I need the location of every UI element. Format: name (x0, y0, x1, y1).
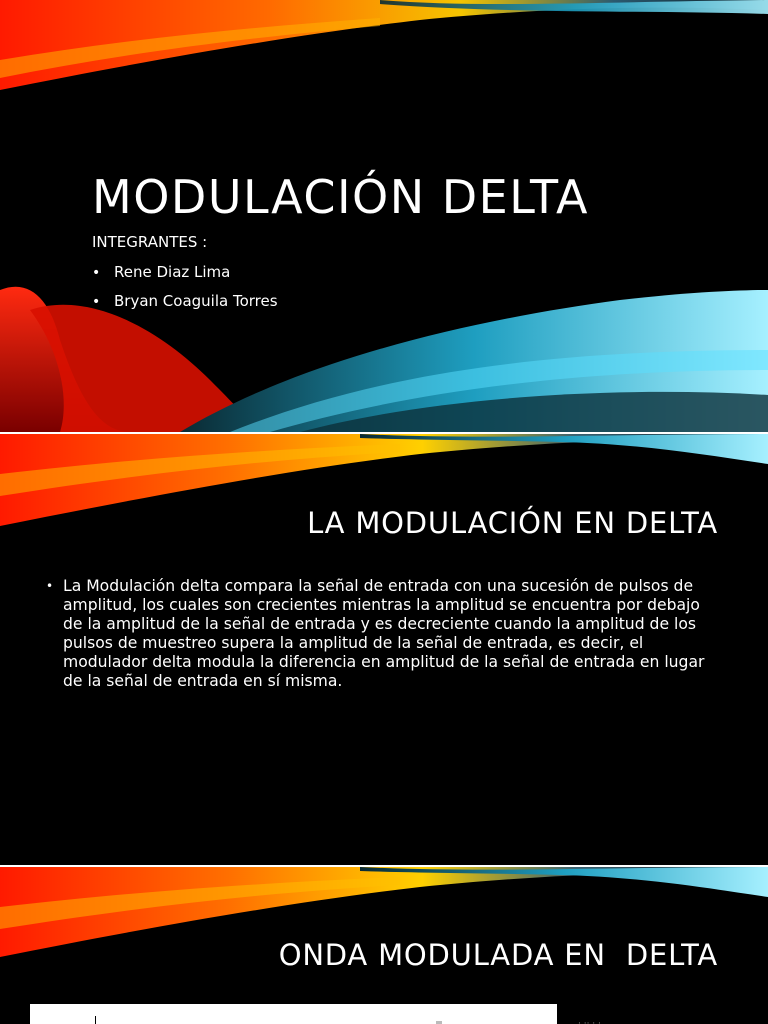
list-item (46, 577, 716, 691)
figure-caption: · ·· · · (578, 1019, 601, 1024)
bullet-icon: • (92, 294, 101, 310)
member-name: Rene Diaz Lima (114, 263, 231, 281)
slide-title: ONDA MODULADA EN DELTA (278, 938, 718, 972)
content-slide (0, 434, 768, 865)
slide-title: MODULACIÓN DELTA (92, 170, 590, 224)
members-list (92, 258, 278, 316)
body-text: La Modulación delta compara la señal de entrada con una sucesión de pulsos de amplitud, los cuales son crecientes mientras la amplitud se encuentra por debajo de la amplitud de la señal de entrada y es decreciente cuando la amplitud de los pulsos de muestreo supera la amplitud de la señal de entrada, es decir, el modulador delta modula la diferencia en amplitud de la señal de entrada en lugar de la señal de entrada en sí misma. (63, 577, 705, 690)
waveform-figure (30, 1004, 557, 1024)
bullet-icon: • (46, 579, 54, 593)
member-name: Bryan Coaguila Torres (114, 292, 278, 310)
members-heading: INTEGRANTES : (92, 233, 208, 251)
slide-title: LA MODULACIÓN EN DELTA (307, 506, 718, 540)
list-item (92, 258, 278, 287)
list-item (92, 287, 278, 316)
bullet-icon: • (92, 265, 101, 281)
axis-line (95, 1016, 96, 1024)
content-slide (0, 867, 768, 1024)
title-slide (0, 0, 768, 432)
